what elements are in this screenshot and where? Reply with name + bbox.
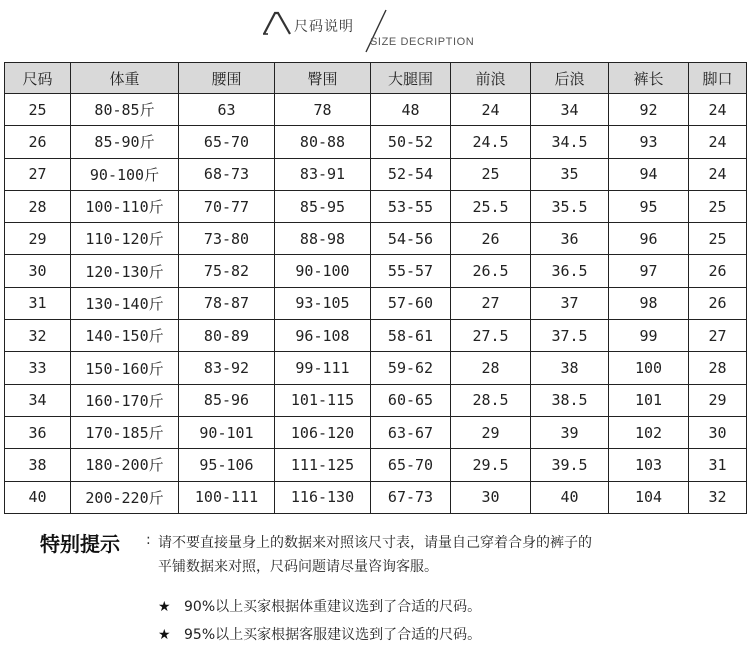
table-cell: 26.5 [451,255,531,287]
column-header: 尺码 [5,63,71,94]
column-header: 体重 [71,63,179,94]
notice-colon: : [146,532,151,548]
table-cell: 37 [531,287,609,319]
table-row [5,287,747,319]
table-cell: 111-125 [275,449,371,481]
table-cell: 65-70 [371,449,451,481]
table-cell: 24 [689,126,747,158]
table-cell: 150-160斤 [71,352,179,384]
table-row [5,449,747,481]
table-row [5,255,747,287]
table-cell: 32 [689,481,747,513]
table-cell: 50-52 [371,126,451,158]
table-cell: 67-73 [371,481,451,513]
table-cell: 75-82 [179,255,275,287]
table-cell: 102 [609,416,689,448]
table-cell: 26 [451,223,531,255]
table-cell: 26 [689,287,747,319]
table-cell: 37.5 [531,320,609,352]
table-cell: 63-67 [371,416,451,448]
table-cell: 170-185斤 [71,416,179,448]
table-row [5,352,747,384]
column-header: 前浪 [451,63,531,94]
table-cell: 90-101 [179,416,275,448]
table-cell: 36.5 [531,255,609,287]
table-cell: 27.5 [451,320,531,352]
header-title-cn: 尺码说明 [294,19,354,35]
table-cell: 94 [609,158,689,190]
stat-text: 95%以上买家根据客服建议选到了合适的尺码。 [184,627,482,643]
table-row [5,190,747,222]
table-cell: 99 [609,320,689,352]
table-cell: 35.5 [531,190,609,222]
table-cell: 30 [451,481,531,513]
table-cell: 25 [5,94,71,126]
table-cell: 65-70 [179,126,275,158]
table-cell: 28 [5,190,71,222]
table-cell: 29.5 [451,449,531,481]
table-cell: 31 [689,449,747,481]
table-cell: 55-57 [371,255,451,287]
table-cell: 34.5 [531,126,609,158]
table-cell: 52-54 [371,158,451,190]
table-cell: 29 [5,223,71,255]
table-cell: 95 [609,190,689,222]
table-cell: 160-170斤 [71,384,179,416]
table-row [5,158,747,190]
table-cell: 39.5 [531,449,609,481]
table-cell: 101 [609,384,689,416]
table-cell: 24 [451,94,531,126]
table-cell: 100 [609,352,689,384]
table-cell: 27 [689,320,747,352]
table-cell: 180-200斤 [71,449,179,481]
table-cell: 88-98 [275,223,371,255]
table-cell: 93-105 [275,287,371,319]
column-header: 后浪 [531,63,609,94]
notice-text-line-1: 请不要直接量身上的数据来对照该尺寸表，请量自己穿着合身的裤子的 [158,535,592,551]
table-row [5,320,747,352]
table-cell: 80-85斤 [71,94,179,126]
notice-text-line-2: 平铺数据来对照，尺码问题请尽量咨询客服。 [158,559,438,575]
table-row [5,126,747,158]
table-cell: 104 [609,481,689,513]
table-cell: 96-108 [275,320,371,352]
lambda-logo-icon [262,10,292,36]
table-cell: 34 [5,384,71,416]
table-cell: 28 [689,352,747,384]
table-cell: 36 [5,416,71,448]
table-cell: 36 [531,223,609,255]
table-cell: 100-111 [179,481,275,513]
column-header: 裤长 [609,63,689,94]
table-cell: 27 [451,287,531,319]
table-cell: 25 [689,190,747,222]
table-cell: 54-56 [371,223,451,255]
size-chart-table [4,62,747,514]
table-cell: 120-130斤 [71,255,179,287]
table-cell: 30 [689,416,747,448]
table-cell: 26 [689,255,747,287]
column-header: 大腿围 [371,63,451,94]
table-cell: 99-111 [275,352,371,384]
table-cell: 83-91 [275,158,371,190]
table-cell: 30 [5,255,71,287]
table-cell: 110-120斤 [71,223,179,255]
table-cell: 80-88 [275,126,371,158]
table-cell: 32 [5,320,71,352]
table-cell: 90-100斤 [71,158,179,190]
table-cell: 33 [5,352,71,384]
notice-title: 特别提示 [40,532,120,556]
table-cell: 35 [531,158,609,190]
table-cell: 25 [451,158,531,190]
table-cell: 34 [531,94,609,126]
table-row [5,384,747,416]
table-cell: 80-89 [179,320,275,352]
table-cell: 98 [609,287,689,319]
table-cell: 95-106 [179,449,275,481]
star-icon: ★ [158,627,171,643]
column-header: 腰围 [179,63,275,94]
table-cell: 85-90斤 [71,126,179,158]
table-cell: 39 [531,416,609,448]
table-cell: 106-120 [275,416,371,448]
table-cell: 140-150斤 [71,320,179,352]
stat-text: 90%以上买家根据体重建议选到了合适的尺码。 [184,599,482,615]
table-cell: 101-115 [275,384,371,416]
table-header-row [5,63,747,94]
table-cell: 24 [689,94,747,126]
table-cell: 116-130 [275,481,371,513]
table-cell: 59-62 [371,352,451,384]
table-cell: 29 [689,384,747,416]
table-cell: 58-61 [371,320,451,352]
table-cell: 38.5 [531,384,609,416]
table-cell: 100-110斤 [71,190,179,222]
table-cell: 57-60 [371,287,451,319]
table-cell: 97 [609,255,689,287]
table-cell: 63 [179,94,275,126]
size-description-header [0,0,750,60]
table-cell: 103 [609,449,689,481]
table-cell: 40 [531,481,609,513]
table-cell: 73-80 [179,223,275,255]
table-cell: 28.5 [451,384,531,416]
table-cell: 24 [689,158,747,190]
table-cell: 200-220斤 [71,481,179,513]
header-title-en: SIZE DECRIPTION [370,36,475,48]
table-cell: 92 [609,94,689,126]
table-row [5,416,747,448]
table-cell: 53-55 [371,190,451,222]
stat-item [158,596,481,616]
table-cell: 90-100 [275,255,371,287]
table-row [5,223,747,255]
table-cell: 130-140斤 [71,287,179,319]
table-cell: 27 [5,158,71,190]
table-cell: 26 [5,126,71,158]
stat-item [158,624,481,644]
column-header: 脚口 [689,63,747,94]
table-cell: 70-77 [179,190,275,222]
column-header: 臀围 [275,63,371,94]
table-cell: 78-87 [179,287,275,319]
table-cell: 83-92 [179,352,275,384]
table-body [5,94,747,514]
table-row [5,94,747,126]
table-cell: 78 [275,94,371,126]
table-cell: 29 [451,416,531,448]
table-row [5,481,747,513]
star-icon: ★ [158,599,171,615]
table-cell: 96 [609,223,689,255]
table-cell: 38 [531,352,609,384]
table-cell: 38 [5,449,71,481]
table-cell: 60-65 [371,384,451,416]
table-cell: 25.5 [451,190,531,222]
table-cell: 31 [5,287,71,319]
table-cell: 25 [689,223,747,255]
table-cell: 48 [371,94,451,126]
table-cell: 93 [609,126,689,158]
table-cell: 24.5 [451,126,531,158]
table-cell: 85-96 [179,384,275,416]
table-cell: 68-73 [179,158,275,190]
table-cell: 28 [451,352,531,384]
table-cell: 40 [5,481,71,513]
table-cell: 85-95 [275,190,371,222]
